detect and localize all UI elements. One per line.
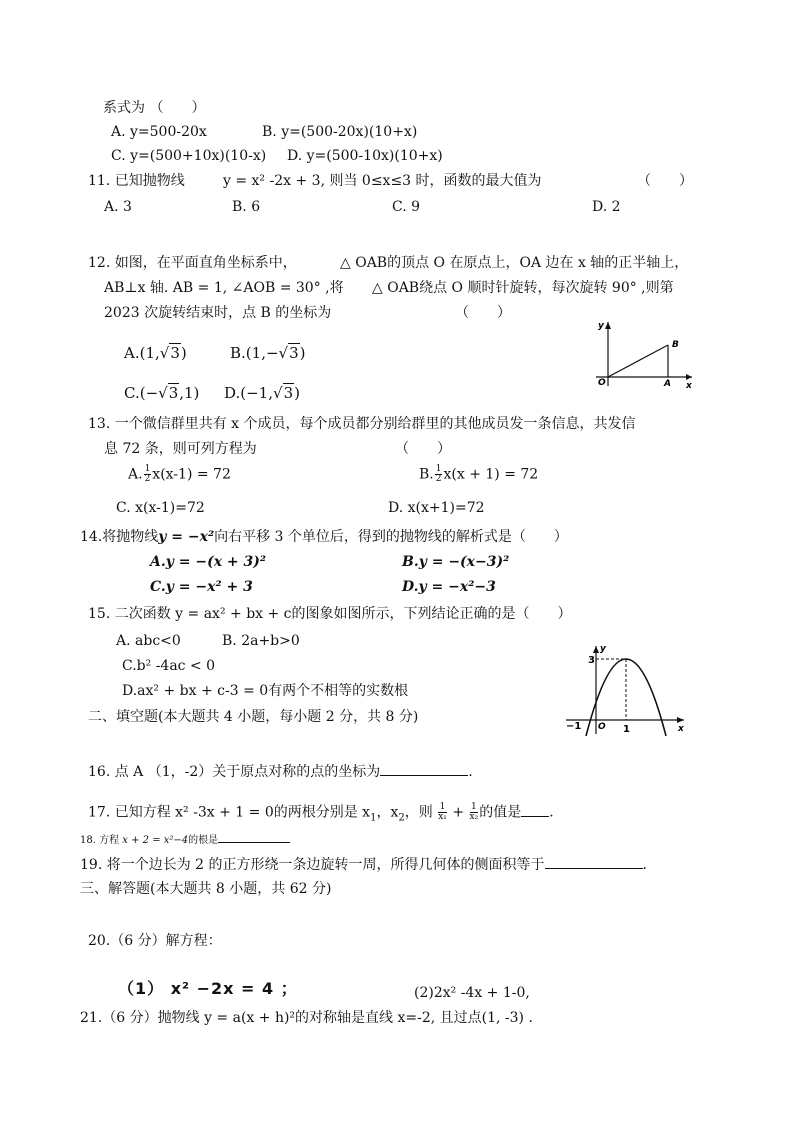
q17-sub-2: 2 bbox=[398, 812, 405, 824]
q17-fraction-1 bbox=[438, 803, 447, 822]
q17-answer-blank[interactable] bbox=[521, 804, 549, 817]
q12-fig-a-label: A bbox=[664, 379, 671, 389]
section-fill-in-heading: 二、填空题(本大题共 4 小题，每小题 2 分，共 8 分) bbox=[88, 709, 419, 725]
q13-line2: 息 72 条，则可列方程为 bbox=[104, 441, 257, 457]
q13-option-b-fraction bbox=[435, 465, 443, 484]
q14-option-a: A.y = −(x + 3)² bbox=[150, 554, 267, 570]
q17-fraction-1-denominator: x₁ bbox=[438, 812, 447, 822]
q12-fig-o-label: O bbox=[598, 378, 606, 388]
q13-option-d: D. x(x+1)=72 bbox=[388, 500, 485, 516]
q17-then: ，则 bbox=[404, 804, 433, 821]
q19-text bbox=[80, 856, 647, 874]
q21-text: 21.（6 分）抛物线 y = a(x + h)²的对称轴是直线 x=-2, 且过点(1, -3) . bbox=[80, 1010, 533, 1026]
q12-option-a-radicand: 3 bbox=[170, 344, 180, 362]
q10-stem-continued: 系式为 （ ） bbox=[103, 100, 206, 116]
q15-fig-x-label: x bbox=[678, 724, 684, 734]
q14-stem-rest: 向右平移 3 个单位后，得到的抛物线的解析式是（ ） bbox=[214, 529, 568, 545]
q10-option-b: B. y=(500-20x)(10+x) bbox=[262, 124, 418, 140]
q20-title: 20.（6 分）解方程： bbox=[88, 933, 222, 949]
q12-option-a-coord: (1, bbox=[139, 344, 160, 362]
q18-answer-blank[interactable] bbox=[218, 833, 290, 843]
q13-answer-paren: （ ） bbox=[395, 441, 451, 457]
q10-option-c: C. y=(500+10x)(10-x) bbox=[111, 148, 267, 164]
q13-option-b-equation: x(x + 1) = 72 bbox=[443, 466, 539, 483]
q12-option-c-coord: (− bbox=[139, 384, 159, 402]
q17-fraction-1-numerator: 1 bbox=[439, 802, 446, 812]
q15-option-c: C.b² -4ac < 0 bbox=[122, 658, 216, 674]
q12-option-a-close: ) bbox=[180, 344, 187, 362]
q13-option-b-denominator: 2 bbox=[435, 474, 442, 484]
q12-option-d-radicand: 3 bbox=[283, 384, 294, 402]
q12-option-c-radicand: 3 bbox=[168, 384, 179, 402]
section-solve-heading: 三、解答题(本大题共 8 小题，共 62 分) bbox=[80, 881, 332, 897]
q18-equation: x + 2 = x²−4 bbox=[122, 835, 189, 846]
q13-option-a-equation: x(x-1) = 72 bbox=[152, 466, 231, 483]
q11-option-c: C. 9 bbox=[392, 199, 421, 215]
q12-option-d-label: D. bbox=[224, 384, 241, 402]
q14-stem-formula: y = −x² bbox=[158, 529, 215, 545]
q12-fig-b-label: B bbox=[672, 340, 679, 350]
q13-option-a-fraction bbox=[144, 465, 152, 484]
q11-option-d: D. 2 bbox=[592, 199, 621, 215]
q17-text bbox=[88, 803, 554, 827]
q13-option-b-label: B. bbox=[419, 466, 434, 483]
q12-option-d-coord: (−1, bbox=[240, 384, 273, 402]
q11-answer-paren: （ ） bbox=[637, 173, 693, 189]
q20-part2: (2)2x² -4x + 1-0, bbox=[414, 985, 530, 1001]
q12-option-a: A.(1,√3) bbox=[124, 344, 187, 362]
q12-answer-paren: （ ） bbox=[455, 305, 511, 321]
q13-option-a bbox=[128, 465, 231, 484]
q15-fig-one-label: 1 bbox=[623, 724, 630, 735]
q12-option-b-close: ) bbox=[299, 344, 306, 362]
q17-period: . bbox=[549, 804, 554, 821]
q18-roots-text: 的根是 bbox=[188, 835, 219, 846]
q17-fraction-2-numerator: 1 bbox=[470, 802, 477, 812]
q12-option-b-coord: (1,− bbox=[245, 344, 279, 362]
q12-option-b-radicand: 3 bbox=[289, 344, 299, 362]
q12-option-d-close: ) bbox=[294, 384, 300, 402]
q17-stem: 17. 已知方程 x² -3x + 1 = 0的两根分别是 x bbox=[88, 804, 371, 821]
q15-option-d: D.ax² + bx + c-3 = 0有两个不相等的实数根 bbox=[122, 683, 409, 699]
q17-fraction-2 bbox=[470, 803, 479, 822]
q12-option-d: D.(−1,√3) bbox=[224, 384, 300, 402]
q16-period: . bbox=[468, 764, 473, 780]
q15-option-b: B. 2a+b>0 bbox=[222, 633, 300, 649]
q12-option-b: B.(1,−√3) bbox=[230, 344, 306, 362]
q13-option-b-numerator: 1 bbox=[435, 464, 442, 474]
q15-stem: 15. 二次函数 y = ax² + bx + c的图象如图所示，下列结论正确的是（ ） bbox=[88, 606, 572, 622]
q11-option-a: A. 3 bbox=[104, 199, 132, 215]
q12-option-c: C.(−√3,1) bbox=[124, 384, 200, 402]
q10-option-a: A. y=500-20x bbox=[111, 124, 207, 140]
q14-stem bbox=[80, 528, 568, 546]
q12-fig-y-label: y bbox=[598, 321, 604, 331]
q12-line1-b: △ OAB的顶点 O 在原点上，OA 边在 x 轴的正半轴上， bbox=[340, 255, 689, 271]
q13-option-b bbox=[419, 465, 538, 484]
q12-option-b-label: B. bbox=[230, 344, 246, 362]
q15-fig-neg1-label: −1 bbox=[566, 721, 582, 732]
q11-stem: y = x² -2x + 3, 则当 0≤x≤3 时，函数的最大值为 bbox=[223, 173, 542, 189]
q17-fraction-2-denominator: x₂ bbox=[469, 812, 479, 822]
q13-option-a-denominator: 2 bbox=[144, 474, 151, 484]
q16-stem: 16. 点 A （1，-2）关于原点对称的点的坐标为 bbox=[88, 764, 381, 780]
q12-fig-x-label: x bbox=[686, 381, 692, 390]
q11-option-b: B. 6 bbox=[232, 199, 261, 215]
q12-option-c-label: C. bbox=[124, 384, 140, 402]
q19-answer-blank[interactable] bbox=[545, 856, 643, 869]
q12-line3: 2023 次旋转结束时，点 B 的坐标为 bbox=[104, 305, 332, 321]
q14-option-b: B.y = −(x−3)² bbox=[402, 554, 510, 570]
q19-stem: 19. 将一个边长为 2 的正方形绕一条边旋转一周，所得几何体的侧面积等于 bbox=[80, 857, 545, 873]
q11-stem-label: 11. 已知抛物线 bbox=[88, 173, 185, 189]
q16-answer-blank[interactable] bbox=[380, 763, 468, 776]
q15-fig-o-label: O bbox=[598, 722, 606, 732]
q12-option-a-label: A. bbox=[124, 344, 140, 362]
q17-sep: ，x bbox=[376, 804, 399, 821]
q16-text bbox=[88, 763, 473, 781]
q18-text bbox=[80, 832, 290, 850]
q13-option-c: C. x(x-1)=72 bbox=[116, 500, 205, 516]
q19-period: . bbox=[642, 857, 647, 873]
q15-parabola-figure bbox=[560, 640, 690, 736]
q15-fig-y-label: y bbox=[600, 644, 606, 654]
q13-option-a-label: A. bbox=[128, 466, 143, 483]
q18-stem: 18. 方程 bbox=[80, 835, 120, 846]
q14-stem-label: 14.将抛物线 bbox=[80, 529, 159, 545]
q14-option-c: C.y = −x² + 3 bbox=[150, 579, 253, 595]
q14-option-d: D.y = −x²−3 bbox=[402, 579, 496, 595]
q17-value-text: 的值是 bbox=[479, 804, 522, 821]
q15-option-a: A. abc<0 bbox=[116, 633, 181, 649]
q10-option-d: D. y=(500-10x)(10+x) bbox=[287, 148, 443, 164]
q12-option-c-close: ,1) bbox=[179, 384, 200, 402]
q13-option-a-numerator: 1 bbox=[144, 464, 151, 474]
q12-line2-a: AB⊥x 轴. AB = 1, ∠AOB = 30° ,将 bbox=[104, 280, 344, 296]
q12-line2-b: △ OAB绕点 O 顺时针旋转，每次旋转 90° ,则第 bbox=[372, 280, 674, 296]
q12-triangle-figure bbox=[592, 316, 698, 390]
q20-part1: （1） x² −2x = 4 ； bbox=[118, 979, 298, 998]
q15-fig-three-label: 3 bbox=[588, 655, 595, 666]
q17-plus: + bbox=[452, 804, 465, 821]
q13-line1: 13. 一个微信群里共有 x 个成员，每个成员都分别给群里的其他成员发一条信息，共发信 bbox=[88, 416, 636, 432]
q12-line1-a: 12. 如图，在平面直角坐标系中， bbox=[88, 255, 297, 271]
q17-sub-1: 1 bbox=[370, 812, 377, 824]
